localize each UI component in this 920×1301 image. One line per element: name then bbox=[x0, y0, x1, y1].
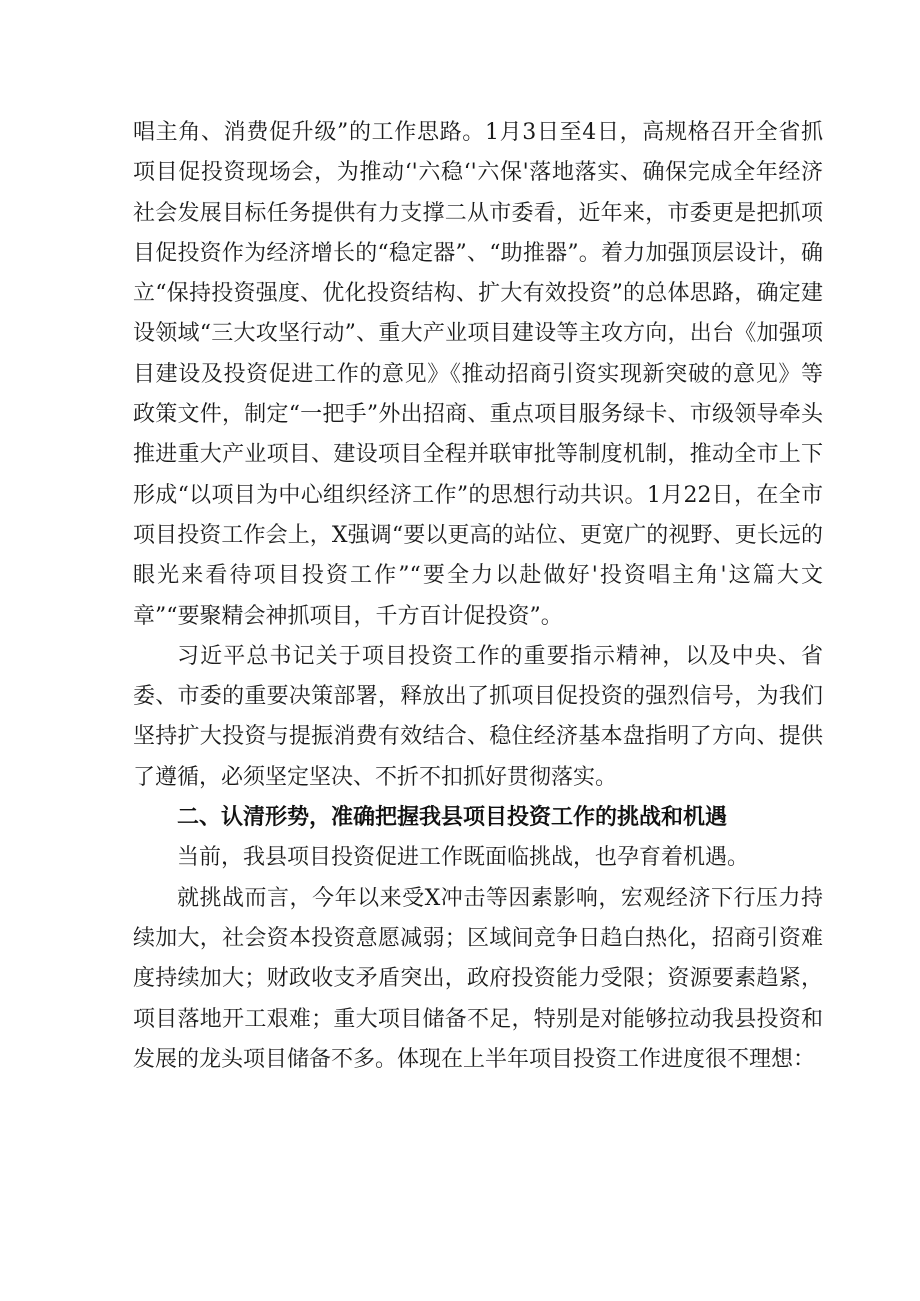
body-paragraph: 当前，我县项目投资促进工作既面临挑战，也孕育着机遇。 bbox=[177, 845, 750, 871]
body-paragraph: 唱主角、消费促升级”的工作思路。1月3日至4日，高规格召开全省抓项目促投资现场会，为推动‘'六稳‘'六保'落地落实、确保完成全年经济社会发展目标任务提供有力支撑二从市委看，近年来，市委更是把抓项目促投资作为经济增长的“稳定器”、“助推器”。着力加强顶层设计，确立“保持投资强度、优化投资结构、扩大有效投资”的总体思路，确定建设领域“三大攻坚行动”、重大产业项目建设等主攻方向，出台《加强项目建设及投资促进工作的意见》《推动招商引资实现新突破的意见》等政策文件，制定“一把手”外出招商、重点项目服务绿卡、市级领导牵头推进重大产业项目、建设项目全程并联审批等制度机制，推动全市上下形成“以项目为中心组织经济工作”的思想行动共识。1月22日，在全市项目投资工作会上，X强调“要以更高的站位、更宽广的视野、更长远的眼光来看待项目投资工作”“要全力以赴做好'投资唱主角'这篇大文章”“要聚精会神抓项目，千方百计促投资”。 bbox=[133, 120, 823, 629]
body-paragraph: 就挑战而言，今年以来受X冲击等因素影响，宏观经济下行压力持续加大，社会资本投资意愿减弱；区域间竞争日趋白热化，招商引资难度持续加大；财政收支矛盾突出，政府投资能力受限；资源要素趋紧，项目落地开工艰难；重大项目储备不足，特别是对能够拉动我县投资和发展的龙头项目储备不多。体现在上半年项目投资工作进度很不理想： bbox=[133, 885, 823, 1072]
document-body bbox=[133, 113, 823, 1080]
section-heading: 二、认清形势，准确把握我县项目投资工作的挑战和机遇 bbox=[177, 805, 728, 831]
body-paragraph: 习近平总书记关于项目投资工作的重要指示精神，以及中央、省委、市委的重要决策部署，释放出了抓项目促投资的强烈信号，为我们坚持扩大投资与提振消费有效结合、稳住经济基本盘指明了方向、提供了遵循，必须坚定坚决、不折不扣抓好贯彻落实。 bbox=[133, 643, 823, 790]
